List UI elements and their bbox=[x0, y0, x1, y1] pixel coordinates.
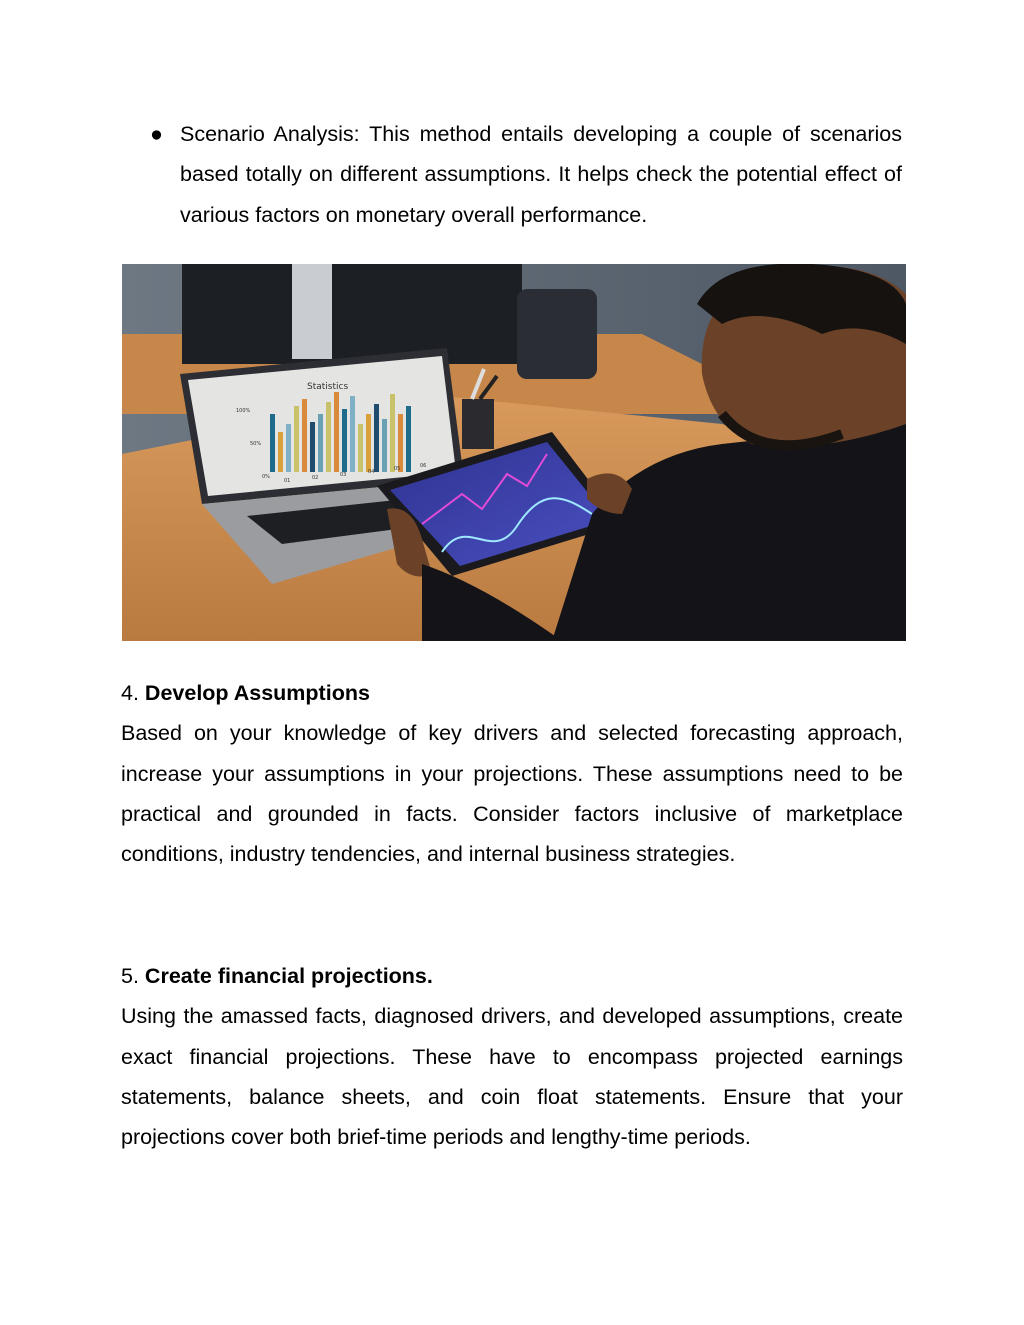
bullet-text: Scenario Analysis: This method entails developing a couple of scenarios based totally on different assumptions. It helps check the potential effect of various factors on monetary overall performance. bbox=[180, 122, 902, 227]
monitor-stand bbox=[292, 264, 332, 359]
laptop-bar bbox=[358, 424, 363, 472]
laptop-y-tick: 0% bbox=[262, 474, 270, 480]
business-analytics-photo bbox=[122, 264, 906, 641]
laptop-x-tick: 02 bbox=[312, 475, 319, 481]
section-title: Create financial projections. bbox=[144, 964, 433, 988]
laptop-y-tick: 50% bbox=[250, 441, 262, 447]
section-title: Develop Assumptions bbox=[144, 681, 370, 705]
laptop-bar bbox=[374, 404, 379, 472]
bullet-list bbox=[150, 114, 902, 235]
laptop-bar bbox=[406, 406, 411, 472]
laptop-bar bbox=[286, 424, 291, 472]
section-develop-assumptions bbox=[121, 673, 903, 874]
laptop-bar bbox=[270, 414, 275, 472]
pen-cup bbox=[462, 399, 494, 449]
section-heading bbox=[121, 673, 903, 713]
laptop-x-tick: 04 bbox=[368, 469, 375, 475]
laptop-bar bbox=[382, 419, 387, 472]
laptop-bar bbox=[326, 402, 331, 472]
laptop-bar bbox=[294, 406, 299, 472]
laptop-chart-title: Statistics bbox=[307, 382, 349, 392]
laptop-x-tick: 05 bbox=[394, 466, 401, 472]
laptop-bar bbox=[278, 432, 283, 472]
bullet-marker: ● bbox=[150, 122, 163, 146]
section-number: 4. bbox=[121, 681, 139, 705]
laptop-bar bbox=[318, 414, 323, 472]
section-body: Using the amassed facts, diagnosed drivers, and developed assumptions, create exact financial projections. These have to encompass projected earnings statements, balance sheets, and coin float statements. Ensure that your projections cover both brief-time periods and lengthy-time periods. bbox=[121, 1004, 903, 1150]
laptop-bar bbox=[390, 394, 395, 472]
section-heading bbox=[121, 956, 903, 996]
laptop-bar bbox=[342, 409, 347, 472]
laptop-y-tick: 100% bbox=[236, 408, 251, 414]
section-number: 5. bbox=[121, 964, 139, 988]
laptop-bar bbox=[310, 422, 315, 472]
laptop-x-tick: 06 bbox=[420, 463, 427, 469]
laptop-bar bbox=[398, 414, 403, 472]
section-create-financial-projections bbox=[121, 956, 903, 1157]
bullet-item-scenario-analysis bbox=[150, 114, 902, 235]
laptop-bar bbox=[366, 414, 371, 472]
laptop-bar bbox=[302, 399, 307, 472]
laptop-bar bbox=[350, 396, 355, 472]
laptop-x-tick: 03 bbox=[340, 472, 347, 478]
chair bbox=[517, 289, 597, 379]
laptop-bar bbox=[334, 392, 339, 472]
laptop-x-tick: 01 bbox=[284, 478, 291, 484]
section-body: Based on your knowledge of key drivers and selected forecasting approach, increase your assumptions in your projections. These assumptions need to be practical and grounded in facts. Consider factors inclusive of marketplace conditions, industry tendencies, and internal business strategies. bbox=[121, 721, 903, 867]
monitor bbox=[182, 264, 522, 364]
